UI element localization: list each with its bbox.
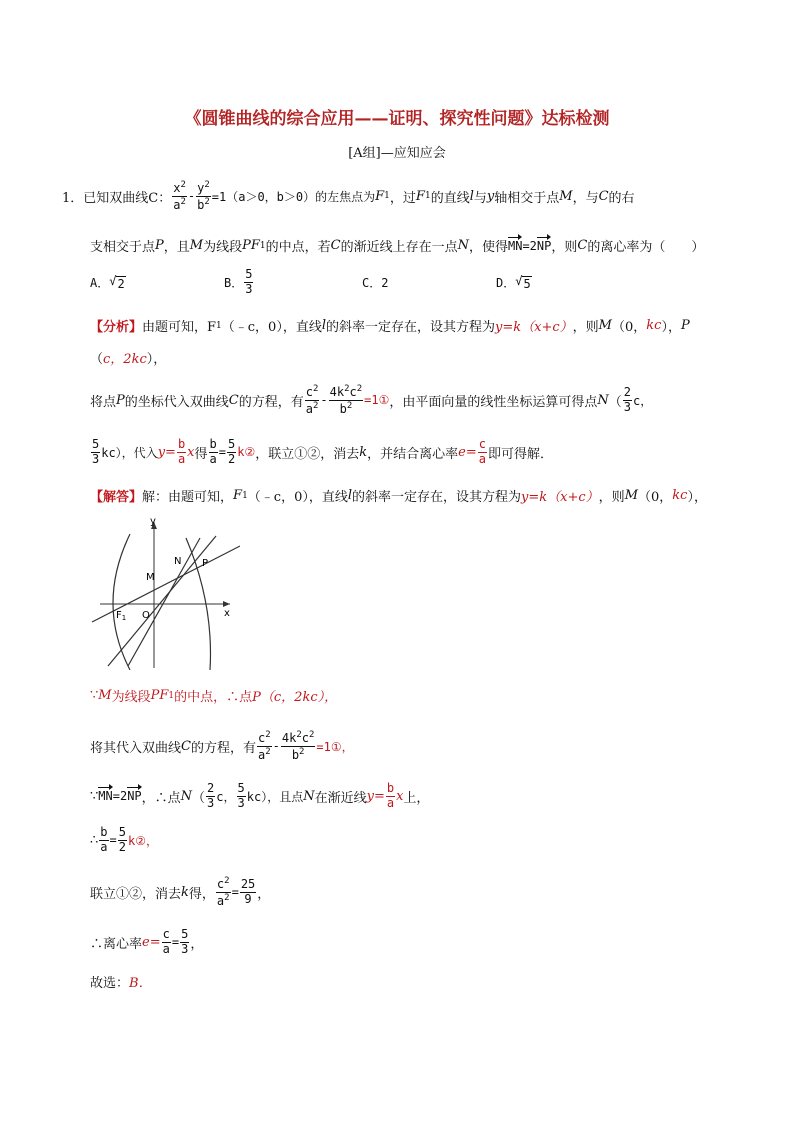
line-l [108,536,216,666]
question-1-line-2: 支相交于点 P ，且 M 为线段 PF 1 的中点，若 C 的渐近线上存在一点 N ，使得 MN =2 NP ，则 C 的离心率为（ ） [90,238,705,255]
analysis-line-4: $\frac{5}{3}$ kc），代入 y= $\frac{b}{a}$ x 得 $\frac{b}{a}$ = $\frac{5}{2}$ k② ，联立①②，消去 k ，并结合离心率 e= $\frac{c}{a}$ 即可得解． [92,437,553,466]
option-b[interactable]: B． $\frac{5}{3}$ [224,267,253,296]
answer-line-1: 【解答】 解：由题可知， F 1 （﹣c，0），直线 l 的斜率一定存在，设其方程为 y=k（x+c） ，则 M （0， kc ）， [90,488,707,505]
answer-step-1: ∵ M 为线段 PF 1 的中点，∴点 P（c，2kc）， [90,688,338,705]
analysis-line-3: 将点 P 的坐标代入双曲线 C 的方程，有 $\frac{c^2}{a^2}$ - $\frac{4k^2c^2}{b^2}$ =1① ，由平面向量的线性坐标运算可得点 N （ $\frac{2}{3}$ c， [90,384,653,416]
x-axis-arrow [223,601,230,607]
page-title: 《圆锥曲线的综合应用——证明、探究性问题》达标检测 [184,109,610,129]
label-m: M [146,572,155,583]
question-number: 1． [62,190,84,206]
option-c[interactable]: C．2 [362,276,389,290]
fraction-x2-a2: $\frac{x^2}{a^2}$ [173,180,186,212]
answer-step-5: 联立①②，消去 k 得， $\frac{c^2}{a^2}$ = $\frac{25}{9}$ ， [90,876,271,908]
analysis-line-2: （ c，2kc ）， [90,352,167,367]
answer-step-6: ∴离心率 e= $\frac{c}{a}$ = $\frac{5}{3}$ ， [90,927,204,956]
option-a[interactable]: A． √ 2 [90,274,125,291]
fraction-y2-b2: $\frac{y^2}{b^2}$ [197,180,210,212]
label-n: N [174,556,182,567]
section-subtitle: [A组]—应知应会 [348,146,446,161]
option-d[interactable]: D． √ 5 [496,274,531,291]
line-other [128,538,200,666]
label-x: x [224,608,230,619]
answer-step-2: 将其代入双曲线 C 的方程，有 $\frac{c^2}{a^2}$ - $\frac{4k^2c^2}{b^2}$ =1①， [90,730,354,762]
vector-mn: MN [508,238,523,253]
label-o: O [142,610,150,621]
answer-step-3: ∵ MN =2 NP ，∴点 N （ $\frac{2}{3}$ c， $\frac{5}{3}$ kc），且点 N 在渐近线 y= $\frac{b}{a}$ x 上， [90,781,430,810]
question-1-line-1: 1． 已知双曲线C： $\frac{x^2}{a^2}$ - $\frac{y^2}{b^2}$ =1（a＞0，b＞0）的左焦点为 F 1 ，过 F 1 的直线 l 与 y 轴相交于点 M ，与 C 的右 [62,180,635,212]
answer-conclusion: 故选： B． [90,976,152,991]
answer-step-4: ∴ $\frac{b}{a}$ = $\frac{5}{2}$ k②， [90,825,158,854]
label-p: P [202,558,209,569]
analysis-line-1: 【分析】 由题可知，F 1 （﹣c，0），直线 l 的斜率一定存在，设其方程为 y=k（x+c） ，则 M （0， kc ）， P [90,318,690,335]
label-y: y [150,516,156,527]
stem-text: 已知双曲线C： [83,190,172,206]
hyperbola-figure [90,510,240,670]
vector-np: NP [536,238,552,253]
label-f1: $F_1$ [116,610,127,622]
